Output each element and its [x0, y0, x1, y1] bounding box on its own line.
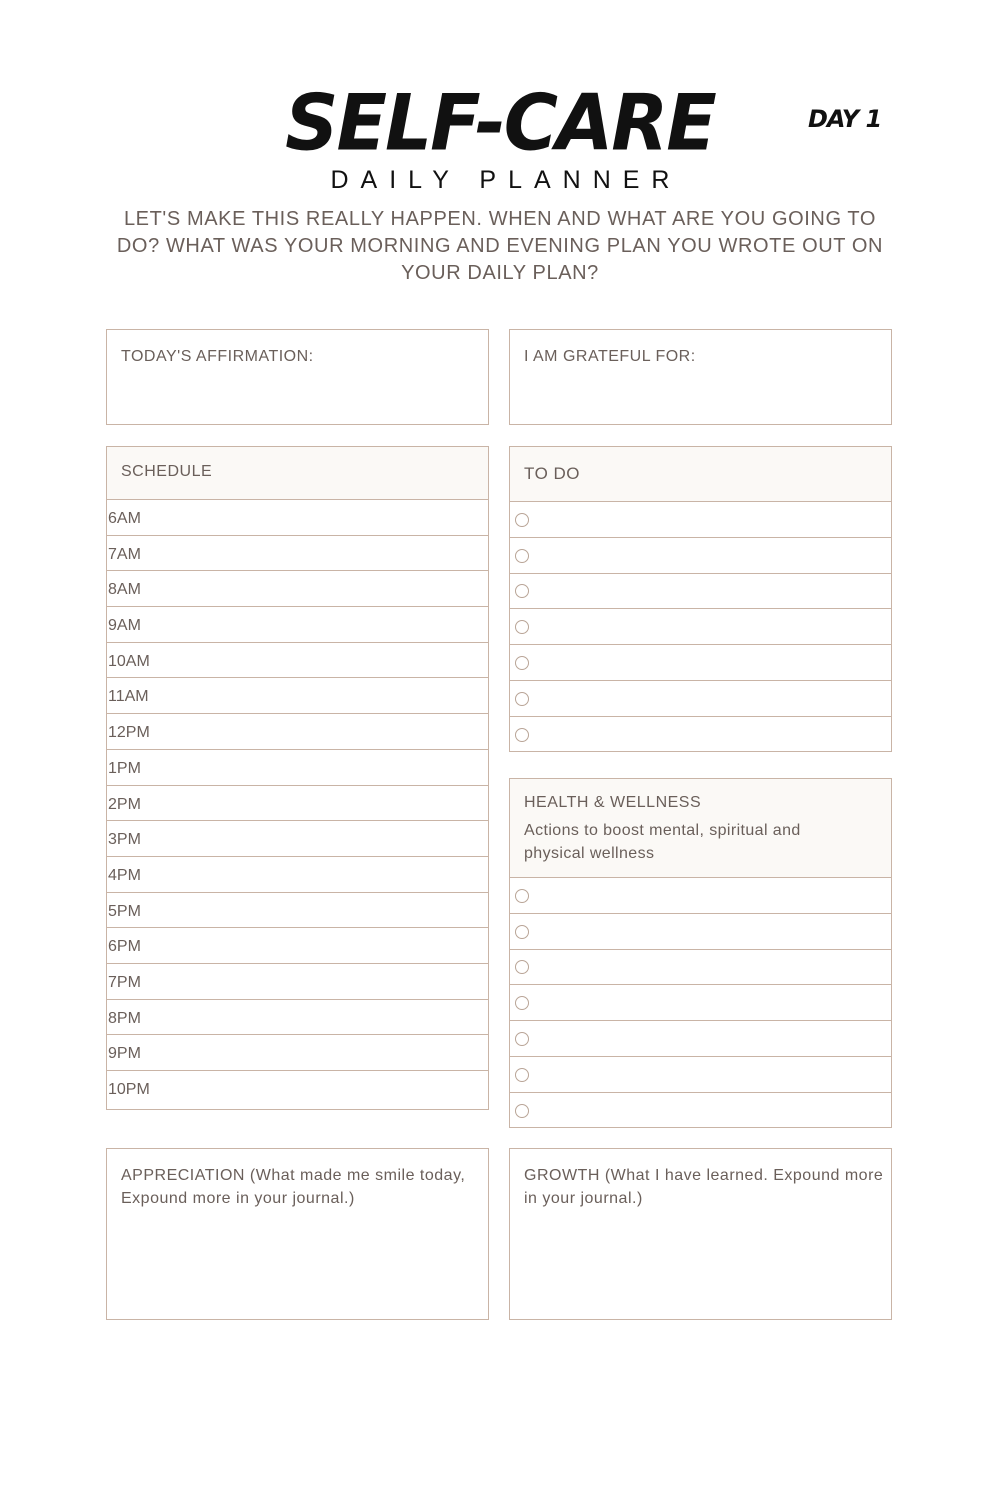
schedule-row[interactable]	[107, 964, 488, 1000]
schedule-time-label: 8AM	[108, 581, 141, 599]
todo-item[interactable]	[510, 574, 891, 610]
checkbox-circle-icon[interactable]	[515, 889, 529, 903]
checkbox-circle-icon[interactable]	[515, 620, 529, 634]
checkbox-circle-icon[interactable]	[515, 692, 529, 706]
schedule-row[interactable]	[107, 607, 488, 643]
schedule-header	[107, 447, 488, 500]
schedule-time-label: 11AM	[108, 688, 149, 706]
checkbox-circle-icon[interactable]	[515, 656, 529, 670]
todo-item[interactable]	[510, 502, 891, 538]
intro-text: LET'S MAKE THIS REALLY HAPPEN. WHEN AND WHAT ARE YOU GOING TO DO? WHAT WAS YOUR MORNING AND EVENING PLAN YOU WROTE OUT ON YOUR DAILY PLAN?	[116, 208, 884, 284]
todo-box	[509, 446, 892, 752]
growth-label: GROWTH (What I have learned. Expound more in your journal.)	[524, 1167, 884, 1207]
schedule-time-label: 9AM	[108, 617, 141, 635]
health-item[interactable]	[510, 878, 891, 914]
health-item[interactable]	[510, 914, 891, 950]
health-item[interactable]	[510, 1021, 891, 1057]
health-box	[509, 778, 892, 1128]
checkbox-circle-icon[interactable]	[515, 584, 529, 598]
schedule-time-label: 12PM	[108, 724, 150, 742]
schedule-row[interactable]	[107, 714, 488, 750]
todo-item[interactable]	[510, 717, 891, 753]
schedule-row[interactable]	[107, 571, 488, 607]
schedule-time-label: 7PM	[108, 973, 141, 991]
todo-header	[510, 447, 891, 502]
schedule-time-label: 10AM	[108, 652, 150, 670]
schedule-time-label: 9PM	[108, 1045, 141, 1063]
schedule-row[interactable]	[107, 1035, 488, 1071]
schedule-row[interactable]	[107, 928, 488, 964]
schedule-row[interactable]	[107, 750, 488, 786]
checkbox-circle-icon[interactable]	[515, 925, 529, 939]
appreciation-box[interactable]	[106, 1148, 489, 1320]
todo-item[interactable]	[510, 645, 891, 681]
schedule-time-label: 1PM	[108, 759, 141, 777]
health-label: HEALTH & WELLNESS	[524, 794, 702, 811]
health-rows	[510, 878, 891, 1129]
schedule-row[interactable]	[107, 1000, 488, 1036]
schedule-time-label: 4PM	[108, 866, 141, 884]
checkbox-circle-icon[interactable]	[515, 1032, 529, 1046]
health-item[interactable]	[510, 1057, 891, 1093]
schedule-box	[106, 446, 489, 1110]
health-item[interactable]	[510, 1093, 891, 1129]
day-label: DAY 1	[808, 105, 882, 133]
checkbox-circle-icon[interactable]	[515, 960, 529, 974]
schedule-time-label: 6PM	[108, 938, 141, 956]
todo-item[interactable]	[510, 538, 891, 574]
todo-item[interactable]	[510, 681, 891, 717]
checkbox-circle-icon[interactable]	[515, 1068, 529, 1082]
schedule-label: SCHEDULE	[121, 463, 213, 480]
grateful-label: I AM GRATEFUL FOR:	[524, 348, 696, 365]
grateful-box[interactable]	[509, 329, 892, 425]
schedule-time-label: 7AM	[108, 545, 141, 563]
planner-subtitle: DAILY PLANNER	[330, 166, 682, 194]
schedule-row[interactable]	[107, 893, 488, 929]
health-description: Actions to boost mental, spiritual and physical wellness	[524, 822, 801, 862]
health-item[interactable]	[510, 950, 891, 986]
schedule-row[interactable]	[107, 500, 488, 536]
affirmation-label: TODAY'S AFFIRMATION:	[121, 348, 314, 365]
checkbox-circle-icon[interactable]	[515, 728, 529, 742]
schedule-time-label: 3PM	[108, 831, 141, 849]
checkbox-circle-icon[interactable]	[515, 1104, 529, 1118]
health-item[interactable]	[510, 985, 891, 1021]
schedule-row[interactable]	[107, 536, 488, 572]
schedule-time-label: 6AM	[108, 510, 141, 527]
checkbox-circle-icon[interactable]	[515, 513, 529, 527]
schedule-time-label: 8PM	[108, 1009, 141, 1027]
schedule-row[interactable]	[107, 857, 488, 893]
schedule-row[interactable]	[107, 643, 488, 679]
todo-rows	[510, 502, 891, 753]
schedule-row[interactable]	[107, 786, 488, 822]
todo-item[interactable]	[510, 609, 891, 645]
affirmation-box[interactable]	[106, 329, 489, 425]
schedule-row[interactable]	[107, 821, 488, 857]
schedule-row[interactable]	[107, 678, 488, 714]
growth-box[interactable]	[509, 1148, 892, 1320]
schedule-time-label: 10PM	[108, 1081, 150, 1098]
schedule-time-label: 2PM	[108, 795, 141, 813]
checkbox-circle-icon[interactable]	[515, 996, 529, 1010]
schedule-time-label: 5PM	[108, 902, 141, 920]
appreciation-label: APPRECIATION (What made me smile today, Expound more in your journal.)	[121, 1167, 466, 1207]
checkbox-circle-icon[interactable]	[515, 549, 529, 563]
schedule-rows	[107, 500, 488, 1107]
todo-label: TO DO	[524, 464, 581, 483]
health-header	[510, 779, 891, 878]
schedule-row[interactable]	[107, 1071, 488, 1107]
planner-title: SELF-CARE	[285, 77, 715, 169]
